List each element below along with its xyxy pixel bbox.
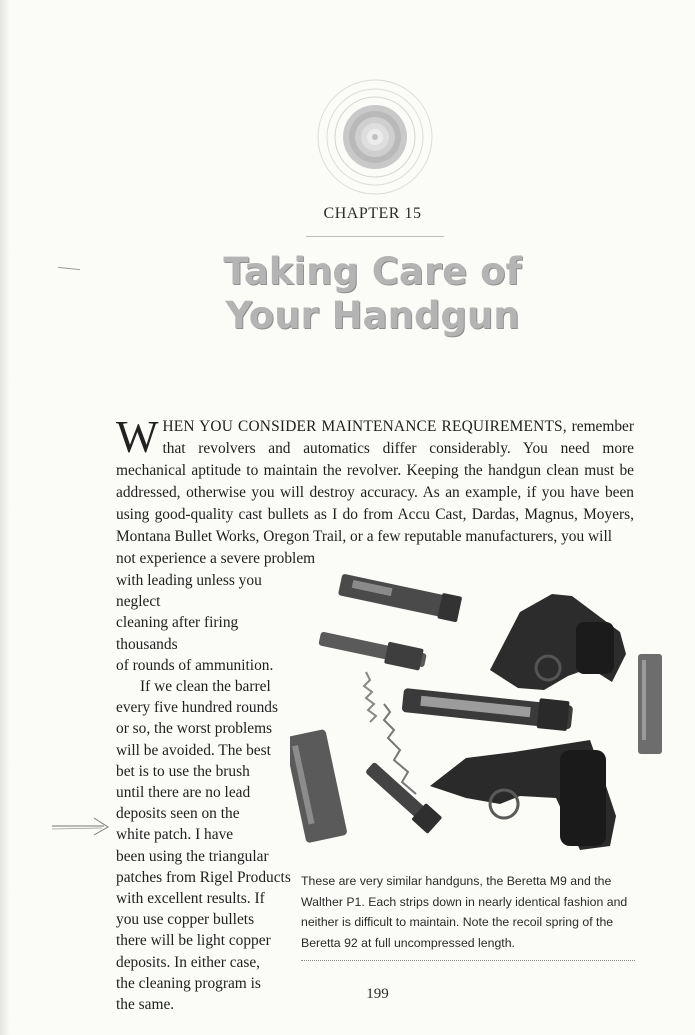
- chapter-title-line-1: Taking Care of: [223, 250, 522, 293]
- text-line: of rounds of ammunition.: [116, 656, 274, 674]
- chapter-label: CHAPTER 15: [323, 205, 422, 222]
- text-line: deposits. In either case,: [116, 953, 261, 971]
- text-line: you use copper bullets: [116, 911, 255, 929]
- text-line: bet is to use the brush: [116, 762, 250, 780]
- text-line: until there are no lead: [116, 784, 251, 802]
- beretta-barrel: [362, 759, 442, 834]
- text-line: white patch. I have: [116, 826, 234, 844]
- text-line: or so, the worst problems: [116, 720, 273, 738]
- text-line: every five hundred rounds: [116, 699, 278, 717]
- beretta-slide: [401, 684, 573, 732]
- handgun-parts-photo: [290, 572, 670, 872]
- chapter-title: [0, 250, 695, 338]
- chapter-rule: [306, 236, 444, 237]
- beretta-frame: [430, 740, 616, 850]
- lead-caps: HEN YOU CONSIDER MAINTENANCE REQUIREMENTS,: [162, 418, 567, 435]
- text-line: deposits seen on the: [116, 805, 240, 823]
- caption-rule: [301, 960, 635, 962]
- target-ornament-icon: [316, 78, 434, 196]
- text-line: cleaning after firing thousands: [116, 614, 239, 653]
- scan-edge: [0, 0, 10, 1035]
- text-line: If we clean the barrel: [140, 678, 271, 696]
- text-line: been using the triangular: [116, 847, 269, 865]
- magazine-right: [638, 654, 662, 754]
- narrow-text-column: [116, 570, 296, 1015]
- walther-slide: [337, 572, 462, 622]
- paragraph-2: [116, 676, 296, 1015]
- text-line: the cleaning program is: [116, 974, 261, 992]
- paragraph-1: [116, 570, 296, 676]
- figure-caption: These are very similar handguns, the Beretta M9 and the Walther P1. Each strips down in nearly identical fashion and neither is difficult to maintain. Note the recoil spring of the Beretta 92 at full uncompressed length.: [301, 874, 628, 950]
- lead-paragraph: [116, 412, 635, 570]
- text-line: the same.: [116, 996, 175, 1014]
- walther-frame: [490, 594, 626, 690]
- chapter-title-line-2: Your Handgun: [225, 294, 520, 337]
- text-line: with excellent results. If: [116, 890, 265, 908]
- walther-spring: [364, 672, 376, 722]
- lead-last-line: not experience a severe problem: [116, 550, 316, 567]
- text-line: there will be light copper: [116, 932, 271, 950]
- text-line: with leading unless you neglect: [116, 572, 262, 611]
- handwritten-arrow-icon: [50, 815, 112, 837]
- text-line: patches from Rigel Products: [116, 868, 291, 886]
- drop-cap: W: [116, 412, 159, 462]
- text-line: will be avoided. The best: [116, 741, 271, 759]
- magazine-left: [290, 729, 348, 843]
- lead-text: remember that revolvers and automatics differ considerably. You need more mechanical aptitude to maintain the revolver. Keeping the handgun clean must be addressed, otherwise you will destroy accuracy. As an example, if you have been using good-quality cast bullets as I do from Accu Cast, Dardas, Magnus, Moyers, Montana Bullet Works, Oregon Trail, or a few reputable manufacturers, you will: [116, 418, 635, 545]
- walther-barrel: [317, 627, 427, 671]
- page-number: 199: [366, 986, 389, 1002]
